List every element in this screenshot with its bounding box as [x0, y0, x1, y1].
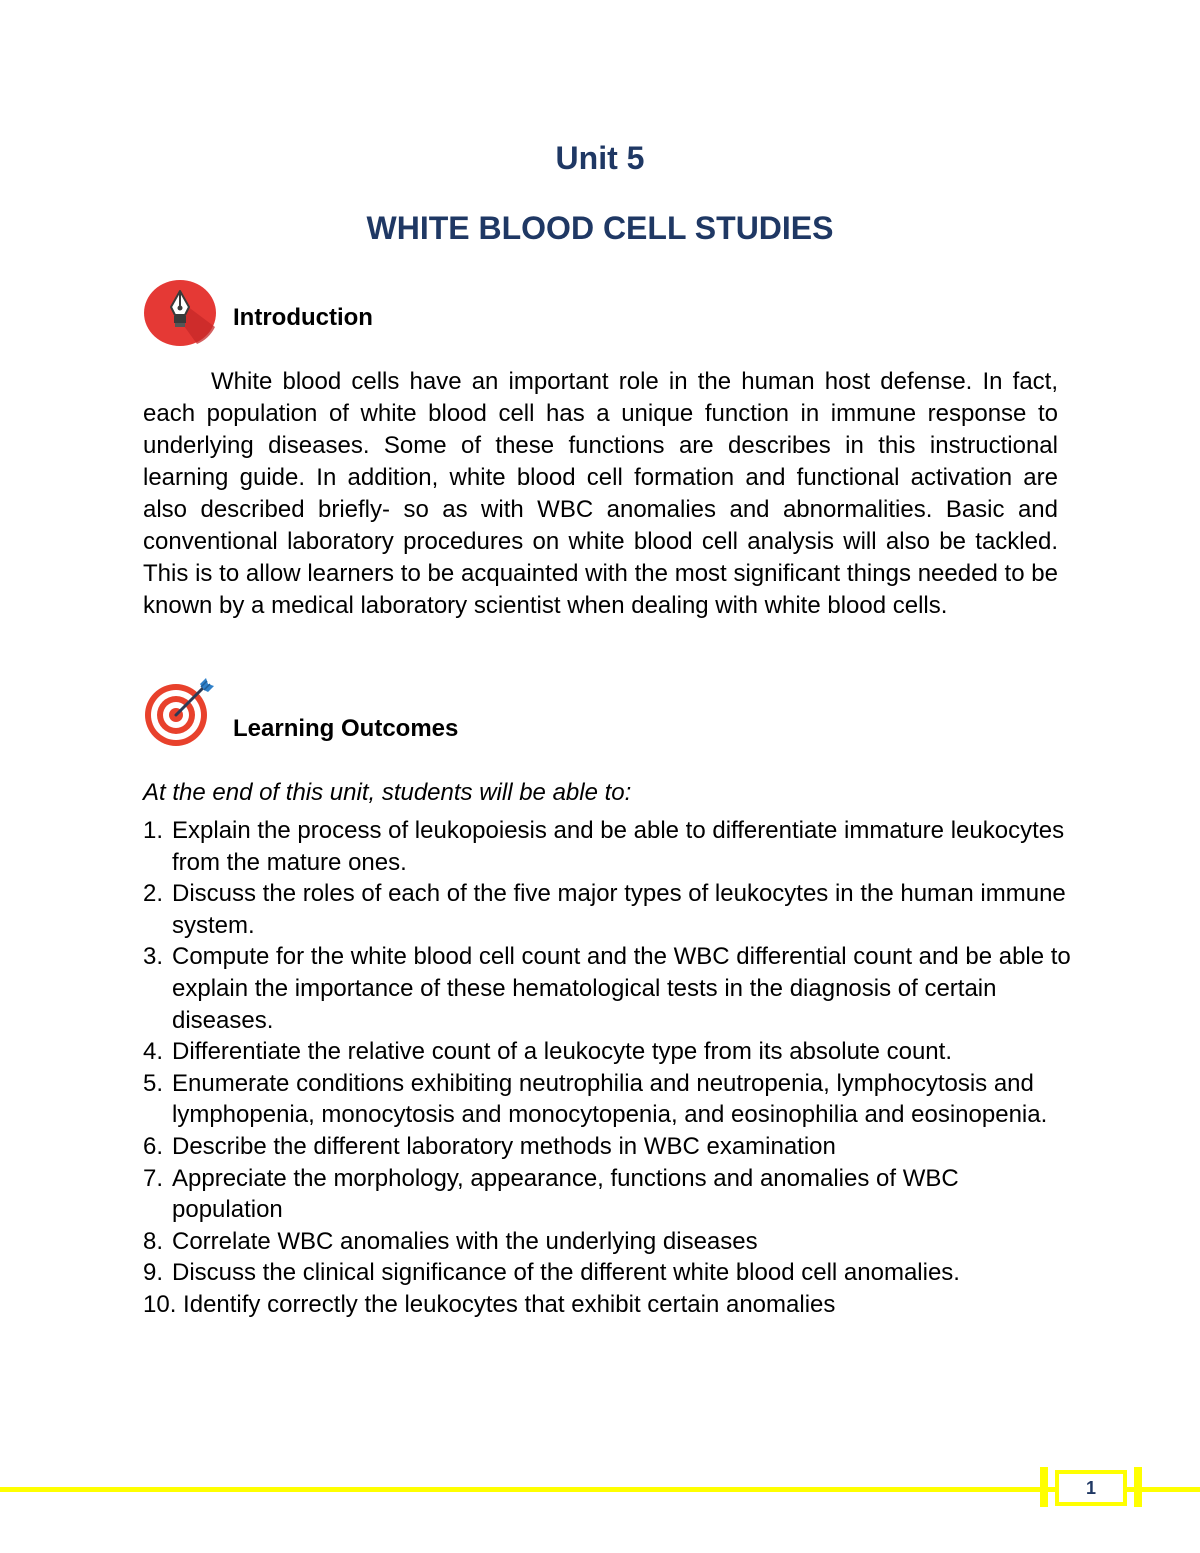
list-item-number: 5. [143, 1069, 164, 1097]
learning-outcomes-intro: At the end of this unit, students will be able to: [143, 779, 632, 806]
page-title: WHITE BLOOD CELL STUDIES [366, 210, 834, 246]
list-item-text: Compute for the white blood cell count and the WBC differential count and be able to explain the importance of these hematological tests in the diagnosis of certain diseases. [172, 943, 1071, 1034]
list-item-number: 10. [143, 1290, 177, 1318]
list-item [143, 878, 1073, 941]
list-item-text: Appreciate the morphology, appearance, functions and anomalies of WBC population [172, 1164, 959, 1224]
list-item-number: 4. [143, 1038, 164, 1066]
unit-label: Unit 5 [555, 140, 645, 176]
list-item-number: 3. [143, 943, 164, 971]
target-icon [143, 675, 215, 747]
list-item-text: Correlate WBC anomalies with the underlying diseases [172, 1227, 758, 1255]
list-item [143, 941, 1073, 1036]
list-item [143, 1131, 1073, 1163]
footer-rule [0, 1487, 1200, 1492]
list-item-text: Discuss the roles of each of the five major types of leukocytes in the human immune system. [172, 880, 1066, 939]
list-item-text: Differentiate the relative count of a leukocyte type from its absolute count. [172, 1038, 952, 1066]
list-item-text: Describe the different laboratory methods in WBC examination [172, 1132, 836, 1160]
list-item-text: Explain the process of leukopoiesis and be able to differentiate immature leukocytes from the mature ones. [172, 817, 1065, 876]
learning-outcomes-heading: Learning Outcomes [233, 715, 459, 742]
list-item-number: 9. [143, 1259, 164, 1287]
list-item-number: 7. [143, 1164, 164, 1192]
list-item [143, 1068, 1073, 1131]
page-number: 1 [1055, 1470, 1127, 1506]
list-item [143, 1163, 1073, 1226]
list-item [143, 1289, 1073, 1321]
list-item-text: Identify correctly the leukocytes that exhibit certain anomalies [183, 1290, 836, 1318]
list-item-text: Enumerate conditions exhibiting neutrophilia and neutropenia, lymphocytosis and lymphopenia, monocytosis and monocytopenia, and eosinophilia and eosinopenia. [172, 1069, 1048, 1129]
pen-nib-icon [143, 279, 217, 347]
introduction-paragraph: White blood cells have an important role in the human host defense. In fact, each population of white blood cell has a unique function in immune response to underlying diseases. Some of these functions are describes in this instructional learning guide. In addition, white blood cell formation and functional activation are also described briefly- so as with WBC anomalies and abnormalities. Basic and conventional laboratory procedures on white blood cell analysis will also be tackled. This is to allow learners to be acquainted with the most significant things needed to be known by a medical laboratory scientist when dealing with white blood cells. [143, 368, 1058, 619]
learning-outcomes-list [143, 815, 1073, 1321]
list-item-text: Discuss the clinical significance of the different white blood cell anomalies. [172, 1259, 960, 1287]
list-item-number: 2. [143, 880, 164, 908]
list-item [143, 1257, 1073, 1289]
list-item-number: 6. [143, 1132, 164, 1160]
list-item-number: 8. [143, 1227, 164, 1255]
introduction-heading: Introduction [233, 304, 373, 331]
list-item-number: 1. [143, 817, 164, 844]
list-item [143, 1036, 1073, 1068]
list-item [143, 1226, 1073, 1258]
list-item [143, 815, 1073, 878]
